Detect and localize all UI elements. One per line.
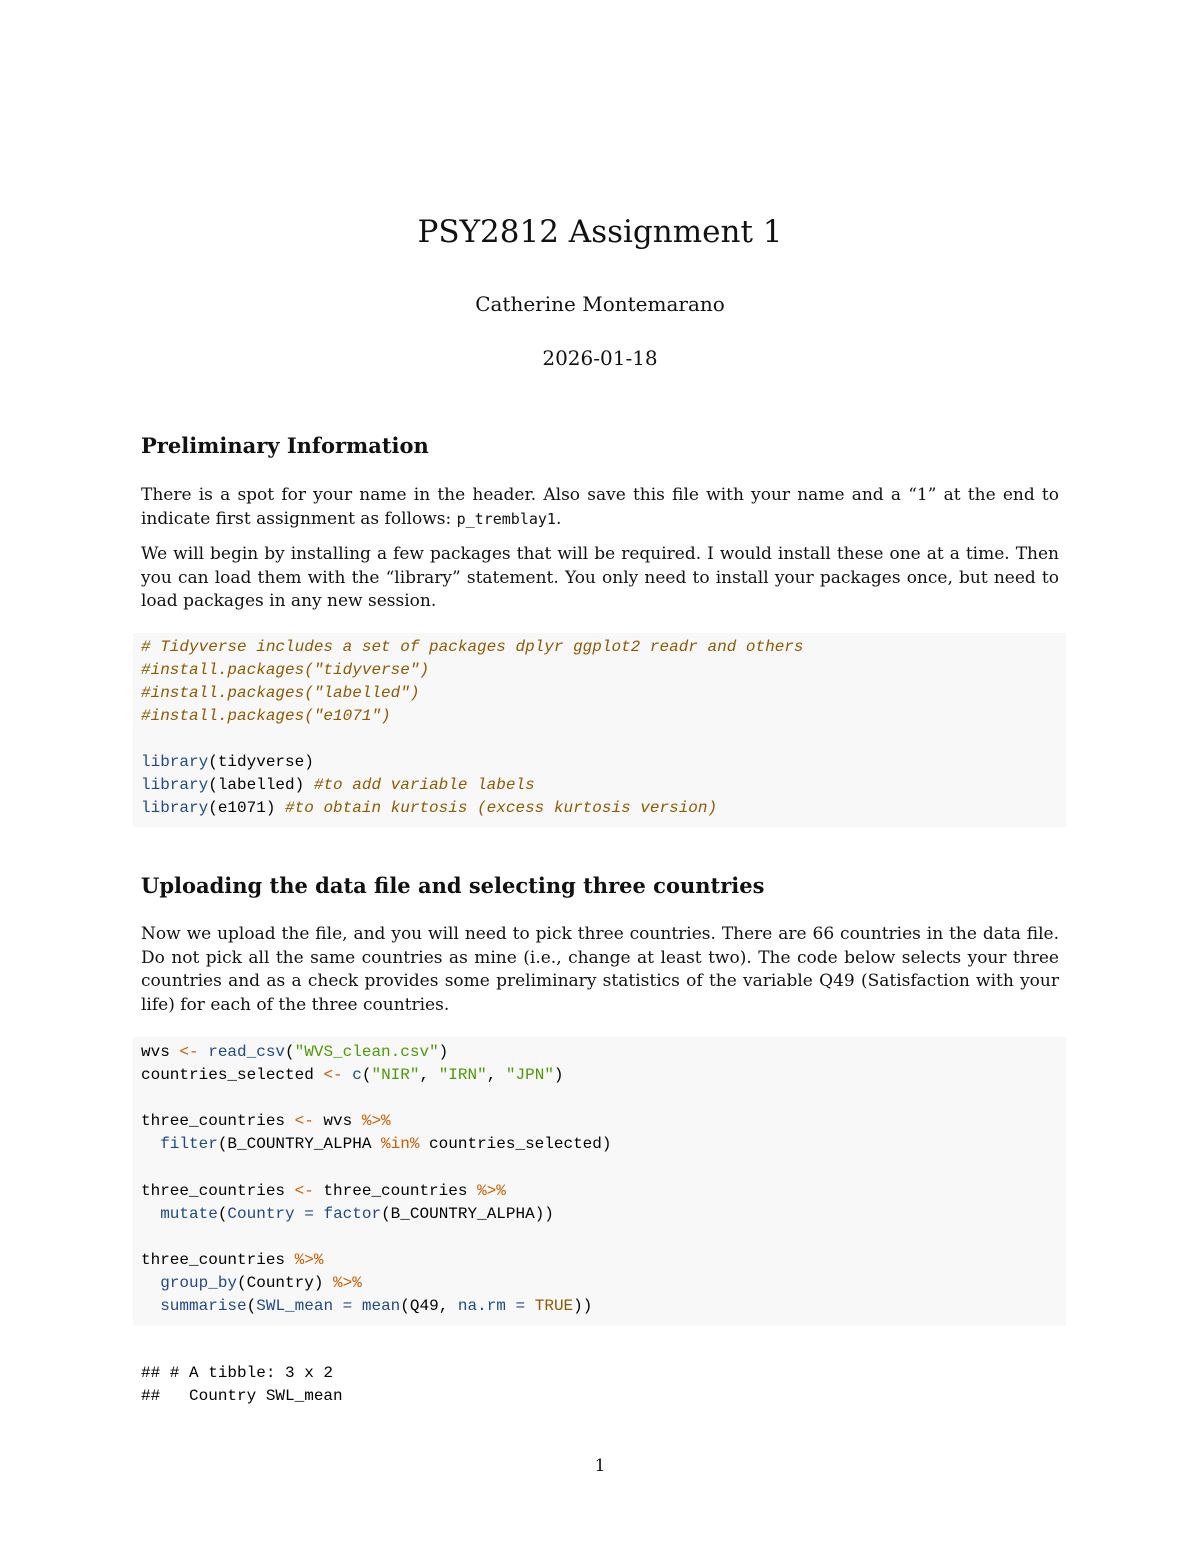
code-line <box>141 797 717 820</box>
section-heading-preliminary: Preliminary Information <box>141 433 429 458</box>
code-text: three_countries <box>141 1112 295 1130</box>
paragraph-intro-text: There is a spot for your name in the header. Also save this file with your name and a “1” at the end to indicate first assignment as follows: <box>141 485 1059 529</box>
code-text: three_countries <box>141 1251 295 1269</box>
code-text: countries_selected) <box>419 1135 612 1153</box>
code-text: (Country) <box>237 1274 334 1292</box>
code-function: library <box>141 799 209 817</box>
code-comment: #install.packages("e1071") <box>141 707 391 725</box>
code-line <box>141 751 314 774</box>
code-text: (labelled) <box>208 776 314 794</box>
paragraph-intro-end: . <box>555 508 562 529</box>
code-comment: #to add variable labels <box>313 776 535 794</box>
output-line: ## Country SWL_mean <box>141 1387 343 1405</box>
inline-code-filename: p_tremblay1 <box>456 509 556 528</box>
code-line <box>141 1249 323 1272</box>
code-operator: %>% <box>477 1182 506 1200</box>
code-comment: #install.packages("tidyverse") <box>141 661 430 679</box>
code-line <box>141 705 391 728</box>
code-text: wvs <box>141 1043 180 1061</box>
code-operator: %>% <box>294 1251 324 1269</box>
code-text: countries_selected <box>141 1066 324 1084</box>
code-function: c <box>352 1066 362 1084</box>
code-text: three_countries <box>141 1182 295 1200</box>
code-function: mutate <box>160 1205 218 1223</box>
code-operator: %>% <box>333 1274 362 1292</box>
output-line: ## # A tibble: 3 x 2 <box>141 1364 334 1382</box>
code-comment: # Tidyverse includes a set of packages dplyr ggplot2 readr and others <box>141 638 804 656</box>
page-number: 1 <box>594 1456 606 1476</box>
code-line: wvs <- read_csv("WVS_clean.csv") <box>141 1043 449 1061</box>
code-line <box>141 1272 362 1295</box>
code-block-packages <box>133 633 1066 827</box>
code-string: "JPN" <box>505 1066 554 1084</box>
code-line: summarise(SWL_mean = mean(Q49, na.rm = TRUE)) <box>160 1297 593 1315</box>
code-operator: %>% <box>361 1112 391 1130</box>
code-line <box>141 1180 506 1203</box>
code-constant: TRUE <box>534 1297 574 1315</box>
code-line <box>141 1133 611 1156</box>
code-operator: <- <box>294 1182 314 1200</box>
code-argument: na.rm <box>457 1297 506 1315</box>
code-operator: = <box>515 1297 526 1315</box>
code-operator: = <box>342 1297 353 1315</box>
code-string: "IRN" <box>438 1066 487 1084</box>
code-line <box>141 1110 391 1133</box>
code-comment: #install.packages("labelled") <box>141 684 420 702</box>
code-comment: #to obtain kurtosis (excess kurtosis version) <box>285 799 718 817</box>
code-line <box>141 774 535 797</box>
document-author: Catherine Montemarano <box>475 292 725 316</box>
paragraph-intro <box>141 484 1059 531</box>
code-text: )) <box>573 1297 593 1315</box>
code-argument: Country <box>227 1205 295 1223</box>
code-function: mean <box>361 1297 401 1315</box>
code-operator: <- <box>323 1066 343 1084</box>
code-line: countries_selected <- c("NIR", "IRN", "JPN") <box>141 1066 564 1084</box>
code-string: "NIR" <box>371 1066 420 1084</box>
document-title: PSY2812 Assignment 1 <box>417 214 783 250</box>
code-text: (tidyverse) <box>208 753 314 771</box>
section-heading-uploading: Uploading the data file and selecting three countries <box>141 873 765 898</box>
code-line <box>141 682 419 705</box>
code-operator: = <box>304 1205 314 1223</box>
code-line <box>141 636 804 659</box>
paragraph-upload: Now we upload the file, and you will need to pick three countries. There are 66 countries in the data file. Do not pick all the same countries as mine (i.e., change at least two). The code below selects your three countries and as a check provides some preliminary statistics of the variable Q49 (Satisfaction with your life) for each of the three countries. <box>141 924 1059 1015</box>
code-function: group_by <box>160 1274 238 1292</box>
code-function: library <box>141 753 209 771</box>
code-function: read_csv <box>208 1043 286 1061</box>
code-line: mutate(Country = factor(B_COUNTRY_ALPHA)) <box>160 1205 554 1223</box>
code-text: wvs <box>313 1112 362 1130</box>
code-text: (B_COUNTRY_ALPHA)) <box>381 1205 554 1223</box>
code-text: three_countries <box>313 1182 478 1200</box>
code-function: factor <box>323 1205 382 1223</box>
code-text: (e1071) <box>208 799 286 817</box>
code-function: library <box>141 776 209 794</box>
paragraph-packages: We will begin by installing a few packages that will be required. I would install these one at a time. Then you can load them with the “library” statement. You only need to install your packages once, but need to load packages in any new session. <box>141 544 1059 611</box>
code-function: summarise <box>160 1297 247 1315</box>
code-text: (B_COUNTRY_ALPHA <box>217 1135 382 1153</box>
code-operator: <- <box>294 1112 314 1130</box>
code-block-data <box>133 1037 1066 1326</box>
code-text: (Q49, <box>400 1297 458 1315</box>
document-date: 2026-01-18 <box>542 346 658 370</box>
code-argument: SWL_mean <box>256 1297 334 1315</box>
code-string: "WVS_clean.csv" <box>294 1043 439 1061</box>
code-line <box>141 659 429 682</box>
code-operator: <- <box>179 1043 199 1061</box>
code-function: filter <box>160 1135 218 1153</box>
code-operator: %in% <box>381 1135 420 1153</box>
